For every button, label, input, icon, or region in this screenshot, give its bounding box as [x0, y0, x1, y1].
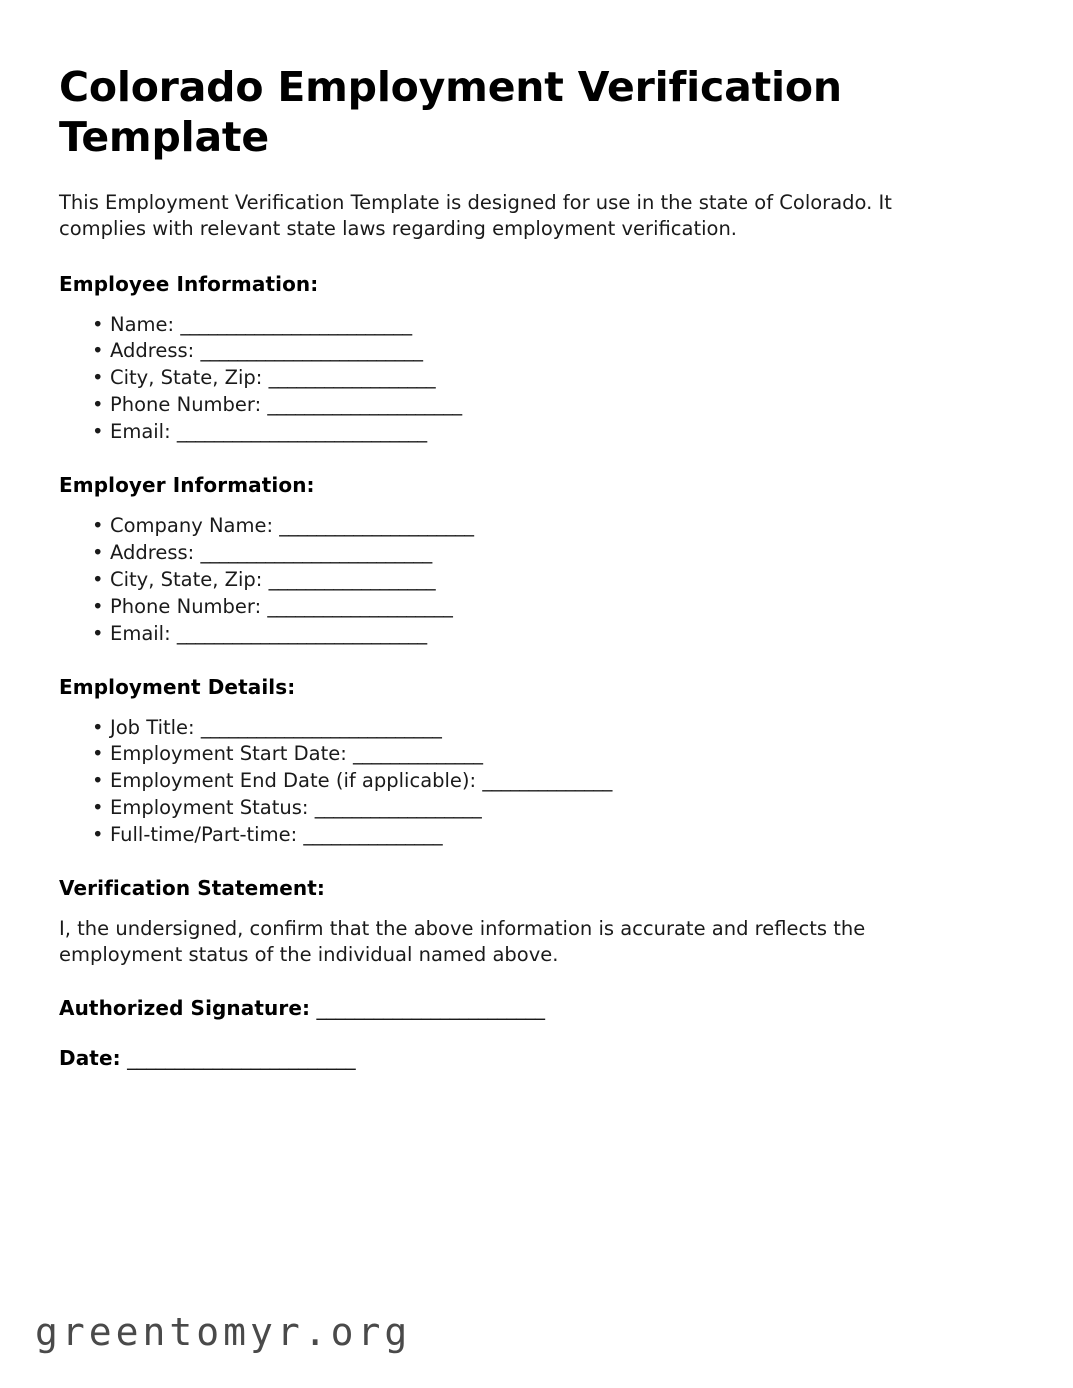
verification-statement-text: I, the undersigned, confirm that the above information is accurate and reflects the employment status of the individual named above. [59, 917, 866, 966]
list-item [59, 540, 1013, 567]
list-item [59, 312, 1013, 339]
list-item [59, 822, 1013, 849]
field-list-employer-information [59, 513, 1013, 648]
bullet-icon: • [92, 366, 104, 390]
list-item [59, 594, 1013, 621]
field-label: Email: [110, 621, 171, 645]
bullet-icon: • [92, 594, 104, 618]
field-blank-rule[interactable]: ______________ [353, 742, 483, 766]
field-label: City, State, Zip: [110, 567, 263, 591]
authorized-signature-blank-rule[interactable]: ________________________ [316, 995, 545, 1020]
field-blank-rule[interactable]: ___________________________ [176, 420, 427, 444]
section-heading-verification-statement: Verification Statement: [59, 876, 326, 901]
field-blank-rule[interactable]: ___________________________ [176, 621, 427, 645]
field-blank-rule[interactable]: _________________________ [200, 540, 432, 564]
field-blank-rule[interactable]: _____________________ [267, 393, 462, 417]
page-title: Colorado Employment Verification Template [59, 63, 842, 162]
field-label: Address: [110, 540, 195, 564]
date-blank-rule[interactable]: ________________________ [127, 1045, 356, 1070]
list-item [59, 419, 1013, 446]
bullet-icon: • [92, 796, 104, 820]
bullet-icon: • [92, 420, 104, 444]
field-blank-rule[interactable]: __________________ [268, 366, 436, 390]
list-item [59, 795, 1013, 822]
field-label: Address: [110, 339, 195, 363]
field-label: Email: [110, 420, 171, 444]
field-label: Company Name: [110, 514, 274, 538]
list-item [59, 715, 1013, 742]
bullet-icon: • [92, 393, 104, 417]
bullet-icon: • [92, 540, 104, 564]
field-label: Phone Number: [110, 594, 262, 618]
field-blank-rule[interactable]: _______________ [303, 823, 443, 847]
field-blank-rule[interactable]: ________________________ [200, 339, 423, 363]
list-item [59, 567, 1013, 594]
bullet-icon: • [92, 312, 104, 336]
field-label: Employment Status: [110, 796, 309, 820]
site-watermark: greentomyr.org [35, 1310, 412, 1354]
list-item [59, 365, 1013, 392]
field-label: Phone Number: [110, 393, 262, 417]
field-label: Name: [110, 312, 175, 336]
list-item [59, 392, 1013, 419]
field-blank-rule[interactable]: __________________________ [200, 715, 442, 739]
field-blank-rule[interactable]: __________________ [268, 567, 436, 591]
date-label: Date: [59, 1045, 121, 1070]
bullet-icon: • [92, 621, 104, 645]
section-heading-employment-details: Employment Details: [59, 674, 296, 699]
section-heading-employer-information: Employer Information: [59, 473, 315, 498]
field-list-employee-information [59, 312, 1013, 447]
field-label: Employment End Date (if applicable): [110, 769, 477, 793]
bullet-icon: • [92, 742, 104, 766]
bullet-icon: • [92, 514, 104, 538]
field-label: Job Title: [110, 715, 195, 739]
date-line [59, 1046, 1013, 1070]
list-item [59, 338, 1013, 365]
field-label: City, State, Zip: [110, 366, 263, 390]
bullet-icon: • [92, 339, 104, 363]
field-label: Full-time/Part-time: [110, 823, 298, 847]
section-heading-employee-information: Employee Information: [59, 271, 319, 296]
intro-paragraph: This Employment Verification Template is designed for use in the state of Colorado. It complies with relevant state laws regarding employment verification. [59, 191, 892, 240]
field-blank-rule[interactable]: _________________________ [180, 312, 412, 336]
field-blank-rule[interactable]: __________________ [314, 796, 482, 820]
bullet-icon: • [92, 823, 104, 847]
field-label: Employment Start Date: [110, 742, 347, 766]
list-item [59, 513, 1013, 540]
list-item [59, 621, 1013, 648]
bullet-icon: • [92, 715, 104, 739]
field-list-employment-details [59, 715, 1013, 850]
list-item [59, 741, 1013, 768]
bullet-icon: • [92, 567, 104, 591]
bullet-icon: • [92, 769, 104, 793]
field-blank-rule[interactable]: ______________ [482, 769, 612, 793]
authorized-signature-label: Authorized Signature: [59, 995, 311, 1020]
authorized-signature-line [59, 996, 1013, 1020]
field-blank-rule[interactable]: ____________________ [267, 594, 453, 618]
field-blank-rule[interactable]: _____________________ [279, 514, 474, 538]
list-item [59, 768, 1013, 795]
